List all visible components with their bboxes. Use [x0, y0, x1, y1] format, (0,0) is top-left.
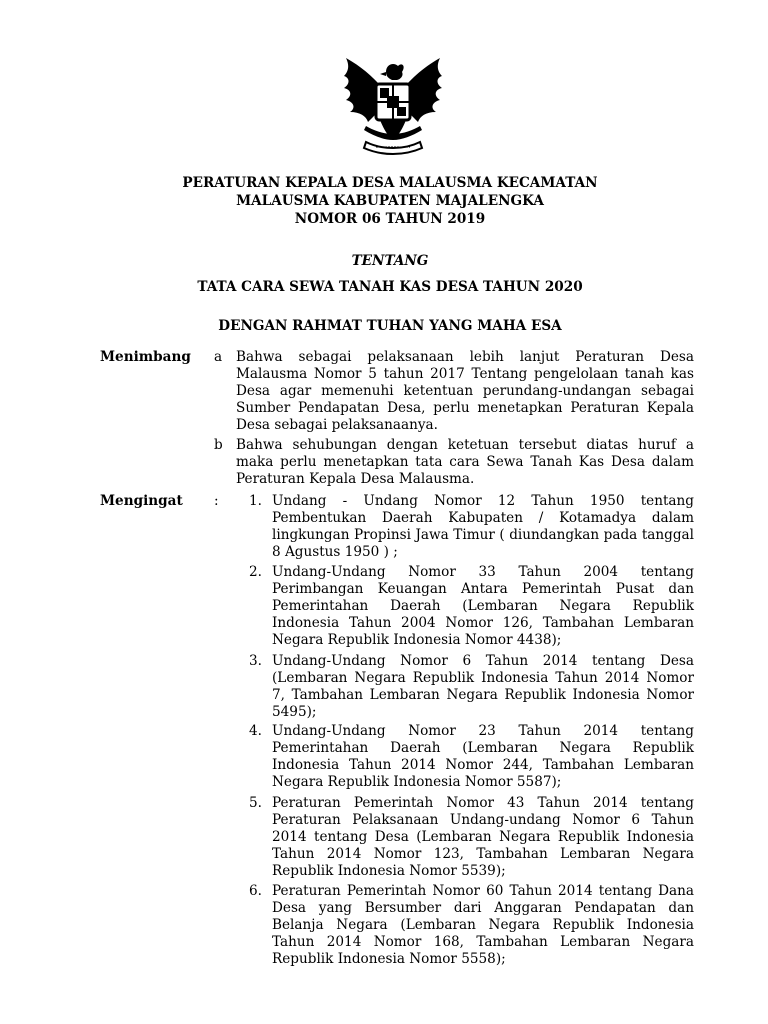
garuda-emblem-icon	[336, 50, 450, 158]
item-text: Undang-Undang Nomor 23 Tahun 2014 tentang Pemerintahan Daerah (Lembaran Negara Republik Indonesia Tahun 2014 Nomor 244, Tambahan Lembaran Negara Republik Indonesia Nomor 5587);	[272, 723, 694, 790]
item-number: 1.	[249, 493, 262, 509]
menimbang-label: Menimbang	[100, 349, 191, 365]
item-text: Undang-Undang Nomor 33 Tahun 2004 tentang Perimbangan Keuangan Antara Pemerintah Pusat dan Pemerintahan Daerah (Lembaran Negara Republik Indonesia Tahun 2004 Nomor 126, Tambahan Lembaran Negara Republik Indonesia Nomor 4438);	[272, 564, 694, 648]
item-text: Peraturan Pemerintah Nomor 60 Tahun 2014 tentang Dana Desa yang Bersumber dari Anggaran Pendapatan dan Belanja Negara (Lembaran Negara Republik Indonesia Tahun 2014 Nomor 168, Tambahan Lembaran Negara Republik Indonesia Nomor 5558);	[272, 883, 694, 967]
item-number: 3.	[249, 653, 262, 669]
item-marker: a	[214, 349, 223, 365]
document-subject: TATA CARA SEWA TANAH KAS DESA TAHUN 2020	[197, 279, 583, 295]
item-text: Undang - Undang Nomor 12 Tahun 1950 tentang Pembentukan Daerah Kabupaten / Kotamadya dalam lingkungan Propinsi Jawa Timur ( diundangkan pada tanggal 8 Agustus 1950 ) ;	[272, 493, 694, 560]
mengingat-label: Mengingat	[100, 493, 183, 509]
item-number: 6.	[249, 883, 262, 899]
item-text: Bahwa sehubungan dengan ketetuan tersebut diatas huruf a maka perlu menetapkan tata cara Sewa Tanah Kas Desa dalam Peraturan Kepala Desa Malausma.	[236, 437, 694, 487]
mengingat-colon: :	[214, 493, 219, 509]
title-line-1: PERATURAN KEPALA DESA MALAUSMA KECAMATAN	[182, 175, 598, 191]
title-line-2: MALAUSMA KABUPATEN MAJALENGKA	[236, 193, 544, 209]
item-number: 5.	[249, 795, 262, 811]
item-number: 4.	[249, 723, 262, 739]
title-line-3: NOMOR 06 TAHUN 2019	[294, 211, 486, 227]
tentang-label: TENTANG	[351, 253, 429, 269]
item-text: Undang-Undang Nomor 6 Tahun 2014 tentang Desa (Lembaran Negara Republik Indonesia Tahun 2014 Nomor 7, Tambahan Lembaran Negara Republik Indonesia Nomor 5495);	[272, 653, 694, 720]
invocation: DENGAN RAHMAT TUHAN YANG MAHA ESA	[218, 318, 562, 334]
item-text: Bahwa sebagai pelaksanaan lebih lanjut Peraturan Desa Malausma Nomor 5 tahun 2017 Tentang pengelolaan tanah kas Desa agar memenuhi ketentuan perundang-undangan sebagai Sumber Pendapatan Desa, perlu menetapkan Peraturan Kepala Desa sebagai pelaksanaanya.	[236, 349, 694, 433]
item-marker: b	[214, 437, 223, 453]
item-number: 2.	[249, 564, 262, 580]
item-text: Peraturan Pemerintah Nomor 43 Tahun 2014 tentang Peraturan Pelaksanaan Undang-undang Nomor 6 Tahun 2014 tentang Desa (Lembaran Negara Republik Indonesia Tahun 2014 Nomor 123, Tambahan Lembaran Negara Republik Indonesia Nomor 5539);	[272, 795, 694, 879]
